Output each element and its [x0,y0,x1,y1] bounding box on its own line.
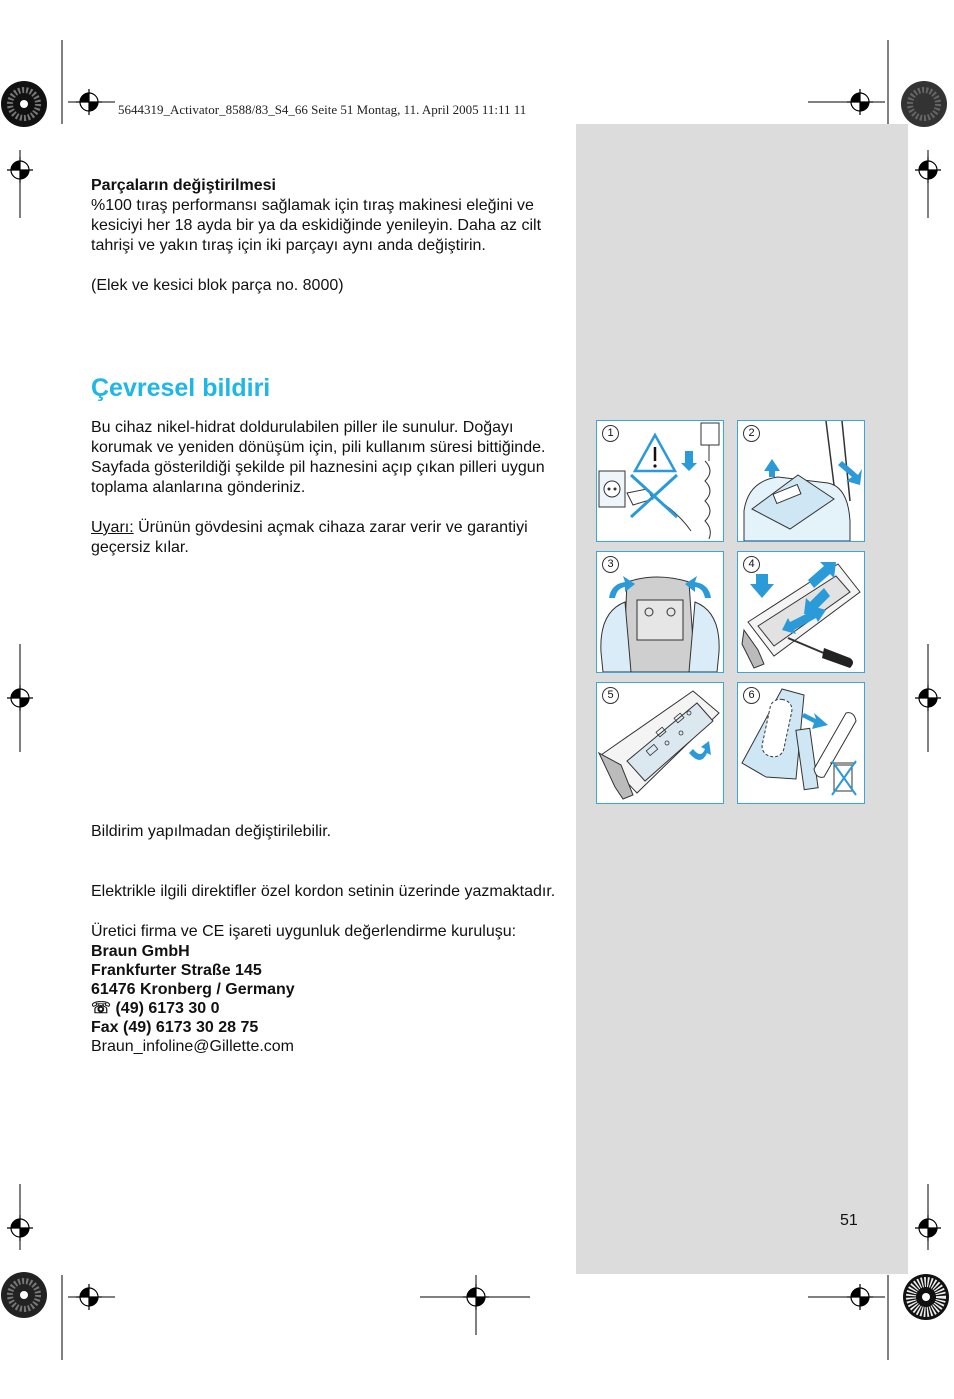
figure-number: 3 [602,556,619,573]
subject-to-change: Bildirim yapılmadan değiştirilebilir. [91,823,332,840]
notes-section [91,822,561,1056]
page-number: 51 [840,1212,858,1229]
replacement-section [91,176,561,296]
manufacturer-intro: Üretici firma ve CE işareti uygunluk değerlendirme kuruluşu: [91,923,517,940]
directives-note: Elektrikle ilgili direktifler özel kordon setinin üzerinde yazmaktadır. [91,883,556,900]
environment-section [91,418,561,558]
print-slug: 5644319_Activator_8588/83_S4_66 Seite 51 Montag, 11. April 2005 11:11 11 [118,102,527,117]
figure-4 [737,551,865,673]
environment-body: Bu cihaz nikel-hidrat doldurulabilen piller ile sunulur. Doğayı korumak ve yeniden dönüşüm için, pili kullanım süresi bittiğinde. Sayfada gösterildiği şekilde pil haznesini açıp çıkan pilleri uygun toplama alanlarına gönderiniz. [91,419,546,496]
replacement-part-no: (Elek ve kesici blok parça no. 8000) [91,277,344,294]
environment-heading: Çevresel bildiri [91,374,271,402]
replacement-title: Parçaların değiştirilmesi [91,177,276,194]
figure-number: 5 [602,687,619,704]
figure-number: 1 [602,425,619,442]
figure-5 [596,682,724,804]
warning-paragraph [91,518,561,558]
figure-number: 6 [743,687,760,704]
replacement-body: %100 tıraş performansı sağlamak için tıraş makinesi eleğini ve kesiciyi her 18 ayda bir ya da eskidiğinde yenileyin. Daha az cilt tahrişi ve yakın tıraş için iki parçayı aynı anda değiştirin. [91,197,542,254]
company-phone: ☏ (49) 6173 30 0 [91,1000,220,1017]
company-city: 61476 Kronberg / Germany [91,981,295,998]
warning-text: Ürünün gövdesini açmak cihaza zarar verir ve garantiyi geçersiz kılar. [91,519,528,556]
figure-number: 4 [743,556,760,573]
company-fax: Fax (49) 6173 30 28 75 [91,1019,259,1036]
company-street: Frankfurter Straße 145 [91,962,262,979]
phone-icon: ☏ [91,1000,112,1017]
figure-number: 2 [743,425,760,442]
figure-2 [737,420,865,542]
company-name: Braun GmbH [91,943,190,960]
company-email: Braun_infoline@Gillette.com [91,1038,295,1055]
figure-6 [737,682,865,804]
figure-3 [596,551,724,673]
figure-1 [596,420,724,542]
warning-label: Uyarı: [91,519,134,536]
